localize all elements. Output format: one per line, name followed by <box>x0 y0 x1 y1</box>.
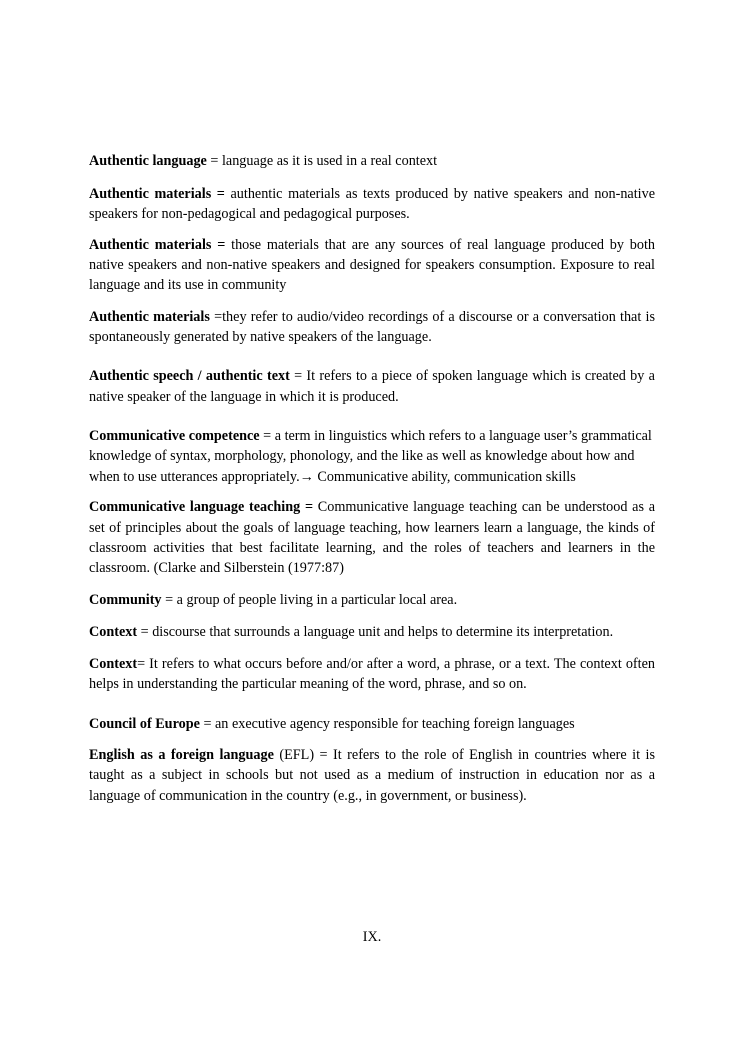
glossary-entry-authentic-materials <box>89 235 655 296</box>
glossary-definition: It refers to a piece of spoken language which is created by a native speaker of the language in which it is produced. <box>89 368 655 405</box>
glossary-term: English as a foreign language <box>89 747 274 764</box>
glossary-term: Context <box>89 656 138 673</box>
glossary-entry-authentic-language <box>89 151 655 171</box>
glossary-entry-authentic-speech <box>89 366 655 407</box>
glossary-entry-context <box>89 654 655 695</box>
glossary-separator: = <box>206 153 222 169</box>
glossary-entry-authentic-materials <box>89 184 655 225</box>
glossary-term: Communicative competence <box>89 427 260 444</box>
glossary-definition: authentic materials as texts produced by native speakers and non-native speakers for non-pedagogical and pedagogical purposes. <box>89 185 655 223</box>
glossary-term: Authentic language <box>89 153 207 169</box>
glossary-separator: = <box>161 591 177 608</box>
page-number: IX. <box>362 929 382 945</box>
glossary-separator: = <box>259 427 275 444</box>
glossary-entry-community <box>89 590 655 610</box>
glossary-entry-authentic-materials <box>89 307 655 348</box>
glossary-separator: = <box>137 623 153 640</box>
glossary-definition: a term in linguistics which refers to a language user’s grammatical knowledge of syntax, morphology, phonology, and the like as well as knowledge about how and when to use utterances appropriately.→ Communicative ability, communication skills <box>89 427 652 485</box>
glossary-term: Council of Europe <box>89 715 200 732</box>
glossary-definition: Communicative language teaching can be understood as a set of principles about the goals of language teaching, how learners learn a language, the kinds of classroom activities that best facilitate learning, and the roles of teachers and learners in the classroom. (Clarke and Silberstein (1977:87) <box>89 499 656 577</box>
glossary-definition: they refer to audio/video recordings of a discourse or a conversation that is spontaneously generated by native speakers of the language. <box>89 308 655 346</box>
glossary-term: Communicative language teaching = <box>89 499 314 516</box>
glossary-term: Community <box>89 591 162 608</box>
glossary-term: Authentic materials <box>89 308 210 325</box>
glossary-definition: a group of people living in a particular local area. <box>176 591 458 608</box>
glossary-definition: discourse that surrounds a language unit and helps to determine its interpretation. <box>152 623 614 640</box>
glossary-entry-context <box>89 622 655 642</box>
glossary-separator: = <box>137 656 150 673</box>
glossary-entry-council-of-europe <box>89 714 655 734</box>
glossary-term: Context <box>89 623 138 640</box>
glossary-separator: (EFL) = <box>273 747 334 764</box>
glossary-definition: language as it is used in a real context <box>221 153 438 169</box>
glossary-definition: It refers to the role of English in countries where it is taught as a subject in schools but not used as a medium of instruction in education nor as a language of communication in the country (e.g., in government, or business). <box>89 747 655 804</box>
glossary-term: Authentic materials = <box>89 236 226 253</box>
glossary-entry-communicative-language-teaching <box>89 497 655 578</box>
glossary-separator: = <box>289 368 307 385</box>
glossary-definition: It refers to what occurs before and/or after a word, a phrase, or a text. The context often helps in understanding the particular meaning of the word, phrase, and so on. <box>89 656 655 693</box>
glossary-definition: those materials that are any sources of real language produced by both native speakers and non-native speakers and designed for speakers consumption. Exposure to real language and its use in community <box>89 236 656 294</box>
glossary-separator: = <box>199 715 215 732</box>
glossary-term: Authentic speech / authentic text <box>89 368 290 385</box>
glossary-separator: = <box>209 308 223 325</box>
glossary-definition: an executive agency responsible for teaching foreign languages <box>215 715 575 732</box>
glossary-list <box>89 151 655 806</box>
glossary-term: Authentic materials = <box>89 185 225 202</box>
glossary-entry-communicative-competence <box>89 426 655 487</box>
glossary-entry-english-as-a-foreign-language <box>89 745 655 806</box>
